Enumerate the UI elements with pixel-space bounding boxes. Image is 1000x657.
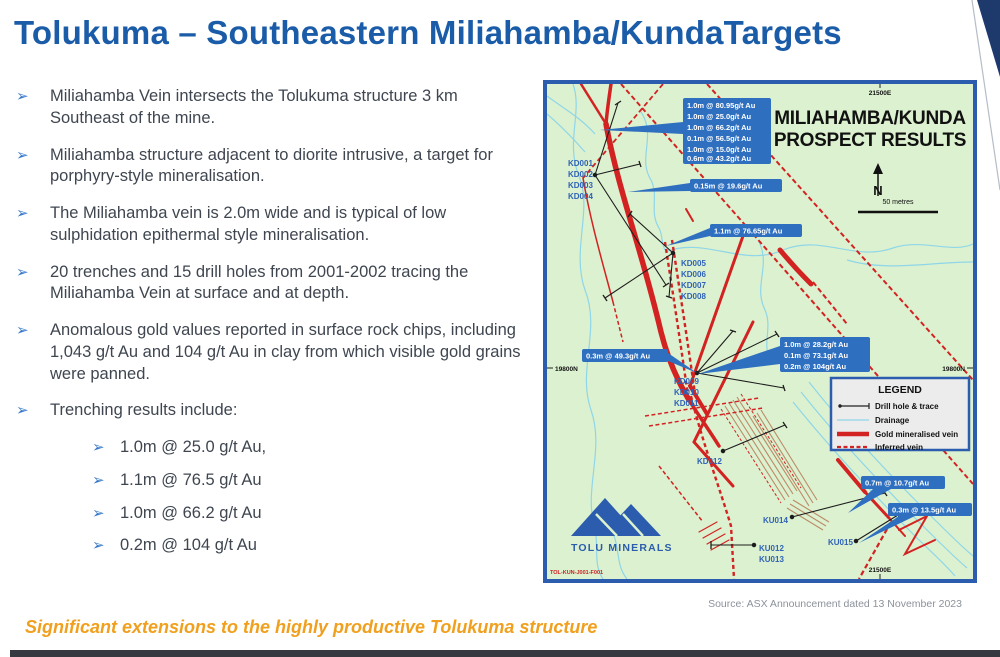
sub-bullet-text: 0.2m @ 104 g/t Au: [120, 536, 257, 555]
bullet-text: Miliahamba Vein intersects the Tolukuma structure 3 km Southeast of the mine.: [50, 87, 458, 127]
callout-line: 1.0m @ 15.0g/t Au: [687, 145, 752, 154]
bullet-item: [16, 400, 530, 422]
scale-label: 50 metres: [882, 199, 914, 206]
result-callouts: [582, 98, 972, 516]
callout-line: 0.7m @ 10.7g/t Au: [865, 478, 930, 488]
logo-text: TOLU MINERALS: [571, 542, 673, 554]
drill-label: KU014: [763, 516, 788, 525]
drill-label: KD003: [568, 181, 593, 190]
bullet-item: [16, 203, 530, 247]
map-doc-number: TOL-KUN-J001-F001: [550, 570, 604, 576]
legend-item-label: Inferred vein: [875, 443, 924, 452]
drill-label: KU013: [759, 555, 784, 564]
bullet-arrow-icon: ➢: [16, 205, 29, 223]
bullet-text: Miliahamba structure adjacent to diorite intrusive, a target for porphyry-style mineralisation.: [50, 145, 493, 186]
drill-label: KU012: [759, 544, 784, 553]
grid-label-left: 19800N: [555, 366, 578, 373]
callout-line: 0.1m @ 73.1g/t Au: [784, 351, 849, 360]
callout-line: 0.1m @ 56.5g/t Au: [687, 134, 752, 143]
drill-label: KD005: [681, 259, 706, 268]
sub-bullet-item: [92, 503, 530, 525]
drill-label: KD010: [674, 388, 699, 397]
source-note: Source: ASX Announcement dated 13 November 2023: [708, 598, 962, 610]
legend-item-label: Drainage: [875, 416, 910, 425]
drill-label: KD007: [681, 281, 706, 290]
legend-item-label: Drill hole & trace: [875, 402, 939, 411]
prospect-map: [543, 80, 977, 583]
bullet-text: 20 trenches and 15 drill holes from 2001-2002 tracing the Miliahamba Vein at surface and at depth.: [50, 262, 469, 303]
drill-label: KD011: [674, 399, 699, 408]
grid-label-top: 21500E: [868, 90, 892, 97]
tolu-minerals-logo: [571, 498, 673, 554]
bullet-text: Trenching results include:: [50, 401, 238, 420]
callout-line: 0.3m @ 13.5g/t Au: [892, 505, 957, 515]
sub-bullet-item: [92, 470, 530, 492]
north-label: N: [873, 183, 883, 198]
bullet-item: [16, 86, 530, 130]
callout-line: 0.6m @ 43.2g/t Au: [687, 154, 752, 163]
drill-label: KD001: [568, 159, 593, 168]
bullet-arrow-icon: ➢: [16, 146, 29, 164]
callout-line: 1.0m @ 25.0g/t Au: [687, 112, 752, 121]
drill-label: KD009: [674, 377, 699, 386]
callout-line: 0.3m @ 49.3g/t Au: [586, 351, 651, 361]
drill-label: KD002: [568, 170, 593, 179]
bullet-arrow-icon: ➢: [16, 322, 29, 340]
sub-bullet-text: 1.0m @ 25.0 g/t Au,: [120, 438, 267, 457]
bullet-item: [16, 145, 530, 189]
prospect-map-figure: [547, 84, 973, 579]
bullet-text: Anomalous gold values reported in surface rock chips, including 1,043 g/t Au and 104 g/t Au in clay from which visible gold grains were panned.: [50, 321, 521, 383]
north-arrow-icon: [873, 163, 883, 198]
bullet-arrow-icon: ➢: [16, 402, 29, 420]
grid-label-bottom: 21500E: [868, 567, 892, 574]
sub-bullet-text: 1.0m @ 66.2 g/t Au: [120, 503, 262, 522]
callout-line: 1.1m @ 76.65g/t Au: [714, 226, 783, 236]
map-legend: [831, 378, 969, 452]
drill-label: KD008: [681, 292, 706, 301]
bullet-arrow-icon: ➢: [92, 471, 105, 489]
trench-hatch-bands: [725, 397, 829, 530]
grid-label-right: 19800N: [942, 366, 965, 373]
page-title: Tolukuma – Southeastern Miliahamba/KundaTargets: [14, 14, 842, 51]
corner-triangle: [977, 0, 1000, 77]
sub-bullet-text: 1.1m @ 76.5 g/t Au: [120, 470, 262, 489]
bottom-bar: [10, 650, 1000, 657]
bullet-arrow-icon: ➢: [92, 439, 105, 457]
callout-line: 0.15m @ 19.6g/t Au: [694, 181, 763, 191]
bullet-item: [16, 320, 530, 385]
sub-bullet-item: [92, 437, 530, 459]
bullet-item: [16, 262, 530, 306]
bullet-arrow-icon: ➢: [16, 88, 29, 105]
drill-label: KD004: [568, 192, 593, 201]
bullet-list: [16, 86, 530, 568]
legend-title: LEGEND: [878, 384, 922, 396]
legend-item-label: Gold mineralised vein: [875, 430, 959, 439]
map-title-line1: MILIAHAMBA/KUNDA: [774, 108, 966, 129]
bullet-arrow-icon: ➢: [92, 537, 105, 555]
takeaway-text: Significant extensions to the highly productive Tolukuma structure: [25, 617, 598, 637]
callout-line: 0.2m @ 104g/t Au: [784, 362, 847, 371]
bullet-arrow-icon: ➢: [92, 504, 105, 522]
drill-label: KD006: [681, 270, 706, 279]
drill-label: KD012: [697, 457, 722, 466]
drill-label: KU015: [828, 538, 853, 547]
callout-line: 1.0m @ 66.2g/t Au: [687, 123, 752, 132]
sub-bullet-item: [92, 535, 530, 557]
callout-line: 1.0m @ 80.95g/t Au: [687, 101, 756, 110]
callout-line: 1.0m @ 28.2g/t Au: [784, 340, 849, 349]
bullet-text: The Miliahamba vein is 2.0m wide and is typical of low sulphidation epithermal style mineralisation.: [50, 204, 447, 244]
map-title-line2: PROSPECT RESULTS: [773, 130, 967, 151]
bullet-arrow-icon: ➢: [16, 263, 29, 281]
